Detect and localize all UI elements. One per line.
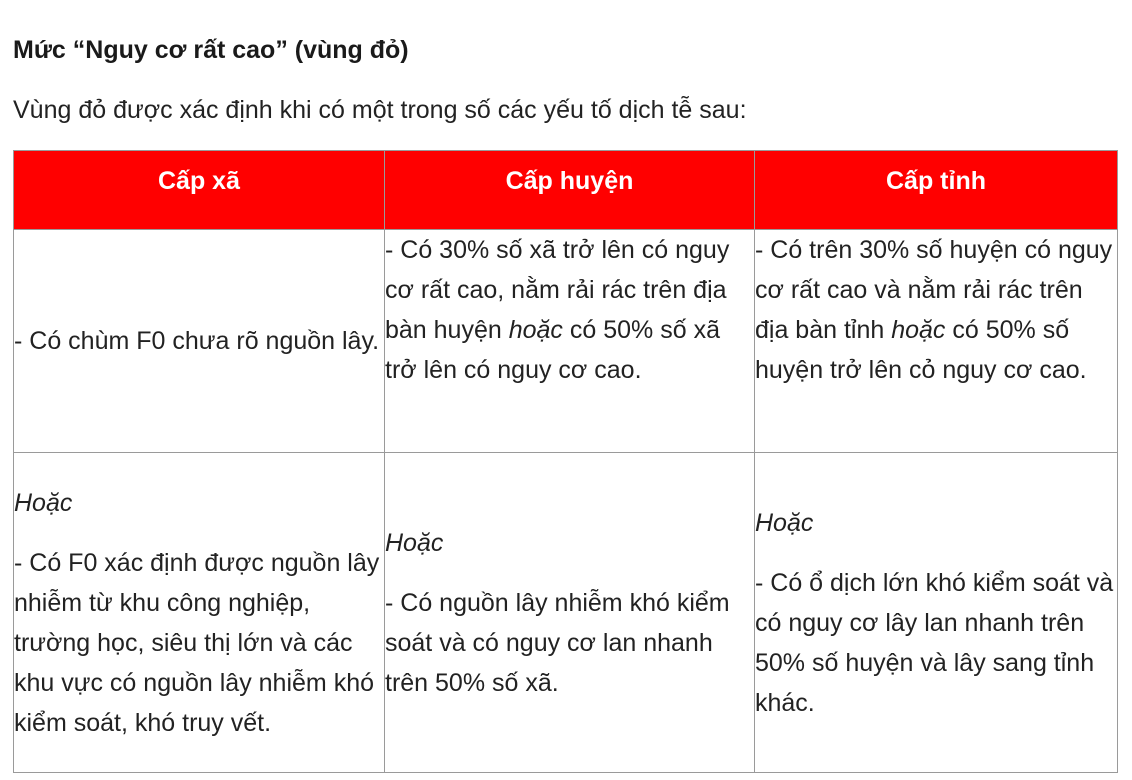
cell-text-emphasis: hoặc <box>891 316 946 344</box>
or-label-text: Hoặc <box>385 528 444 557</box>
header-cap-huyen: Cấp huyện <box>385 151 755 230</box>
table-header <box>14 151 1118 230</box>
section-heading: Mức “Nguy cơ rất cao” (vùng đỏ) <box>13 36 409 64</box>
cell-text-part: có 50% số huyện trở lên cỏ nguy cơ cao. <box>755 316 1087 384</box>
cell-text <box>385 230 754 390</box>
intro-paragraph: Vùng đỏ được xác định khi có một trong số các yếu tố dịch tễ sau: <box>13 96 747 124</box>
cell-text-part: có 50% số xã trở lên có nguy cơ cao. <box>385 316 720 384</box>
cell-text: - Có nguồn lây nhiễm khó kiểm soát và có nguy cơ lan nhanh trên 50% số xã. <box>385 588 730 697</box>
or-label <box>14 483 384 523</box>
cell-xa-criterion-1 <box>14 230 385 453</box>
header-cap-xa: Cấp xã <box>14 151 385 230</box>
cell-text-part: - Có trên 30% số huyện có nguy cơ rất cao và nằm rải rác trên địa bàn tỉnh <box>755 236 1113 344</box>
or-label-text: Hoặc <box>755 508 814 537</box>
cell-text <box>755 230 1117 390</box>
cell-text: - Có F0 xác định được nguồn lây nhiễm từ khu công nghiệp, trường học, siêu thị lớn và các khu vực có nguồn lây nhiễm khó kiểm soát, khó truy vết. <box>14 548 380 737</box>
cell-text: - Có chùm F0 chưa rõ nguồn lây. <box>14 327 380 355</box>
cell-huyen-criterion-2 <box>385 453 755 773</box>
cell-text-part: - Có 30% số xã trở lên có nguy cơ rất cao, nằm rải rác trên địa bàn huyện <box>385 236 730 344</box>
cell-tinh-criterion-1 <box>755 230 1118 453</box>
header-cap-tinh: Cấp tỉnh <box>755 151 1118 230</box>
or-label <box>755 503 1117 543</box>
or-label <box>385 523 754 563</box>
table-row <box>14 230 1118 453</box>
cell-text-emphasis: hoặc <box>508 316 563 344</box>
table-body <box>14 230 1118 773</box>
or-label-text: Hoặc <box>14 488 73 517</box>
cell-text: - Có ổ dịch lớn khó kiểm soát và có nguy cơ lây lan nhanh trên 50% số huyện và lây sang tỉnh khác. <box>755 568 1114 717</box>
cell-xa-criterion-2 <box>14 453 385 773</box>
header-row <box>14 151 1118 230</box>
table-row <box>14 453 1118 773</box>
cell-huyen-criterion-1 <box>385 230 755 453</box>
cell-tinh-criterion-2 <box>755 453 1118 773</box>
risk-criteria-table <box>13 150 1118 773</box>
